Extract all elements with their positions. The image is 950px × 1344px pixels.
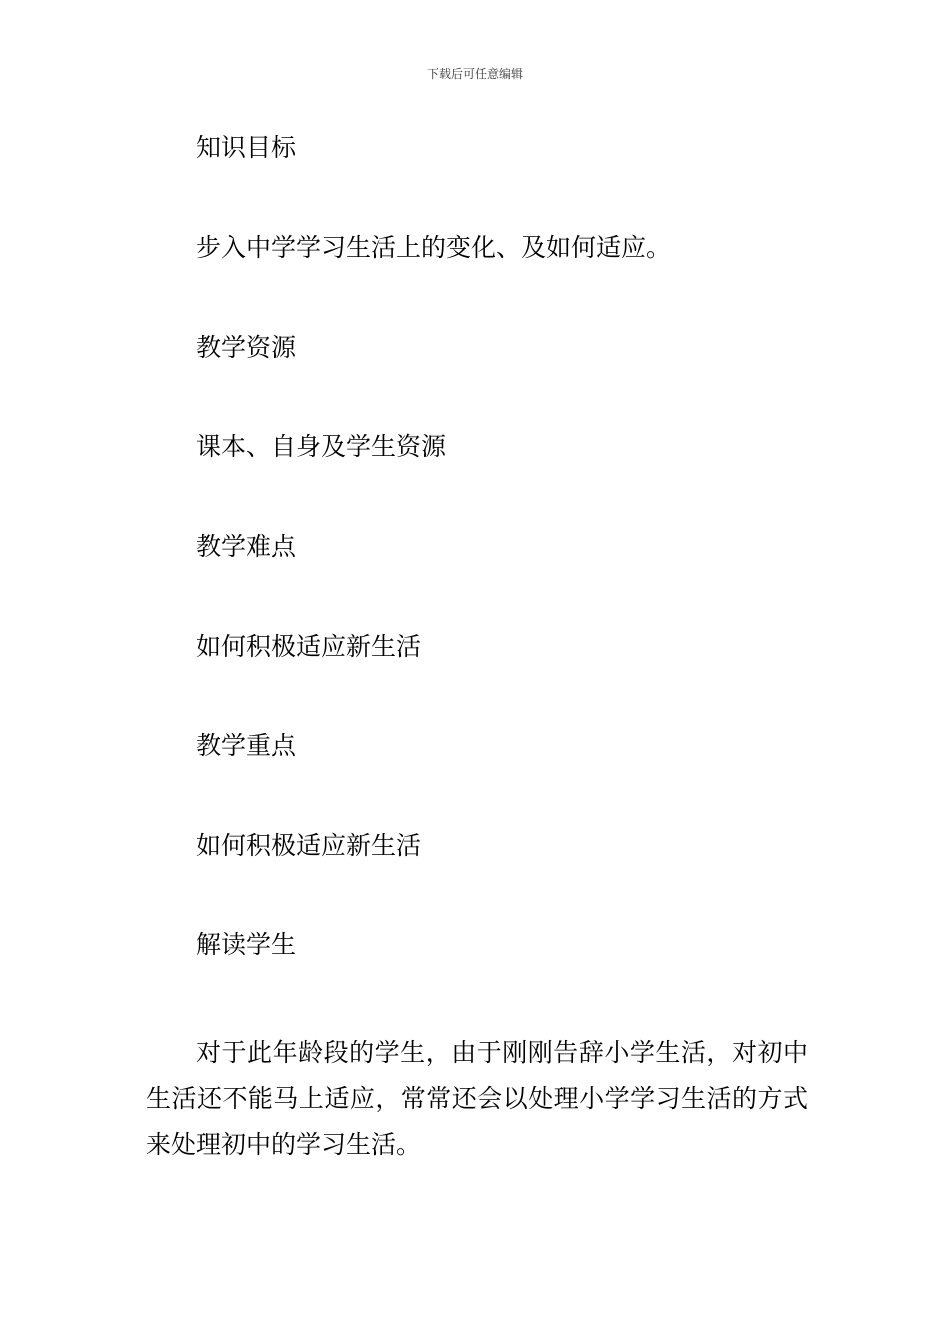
text-knowledge-goal: 步入中学学习生活上的变化、及如何适应。 [196, 233, 672, 262]
text-teaching-difficulty: 如何积极适应新生活 [196, 632, 422, 661]
header-note: 下载后可任意编辑 [426, 67, 523, 81]
heading-teaching-difficulty: 教学难点 [196, 532, 297, 561]
text-teaching-resources: 课本、自身及学生资源 [196, 432, 447, 461]
heading-knowledge-goal: 知识目标 [196, 133, 297, 162]
paragraph-understanding-students: 对于此年龄段的学生，由于刚刚告辞小学生活，对初中生活还不能马上适应，常常还会以处理小学学习生活的方式来处理初中的学习生活。 [146, 1038, 808, 1159]
heading-understanding-students: 解读学生 [196, 930, 297, 959]
heading-teaching-resources: 教学资源 [196, 333, 297, 362]
text-teaching-focus: 如何积极适应新生活 [196, 831, 422, 860]
heading-teaching-focus: 教学重点 [196, 731, 297, 760]
